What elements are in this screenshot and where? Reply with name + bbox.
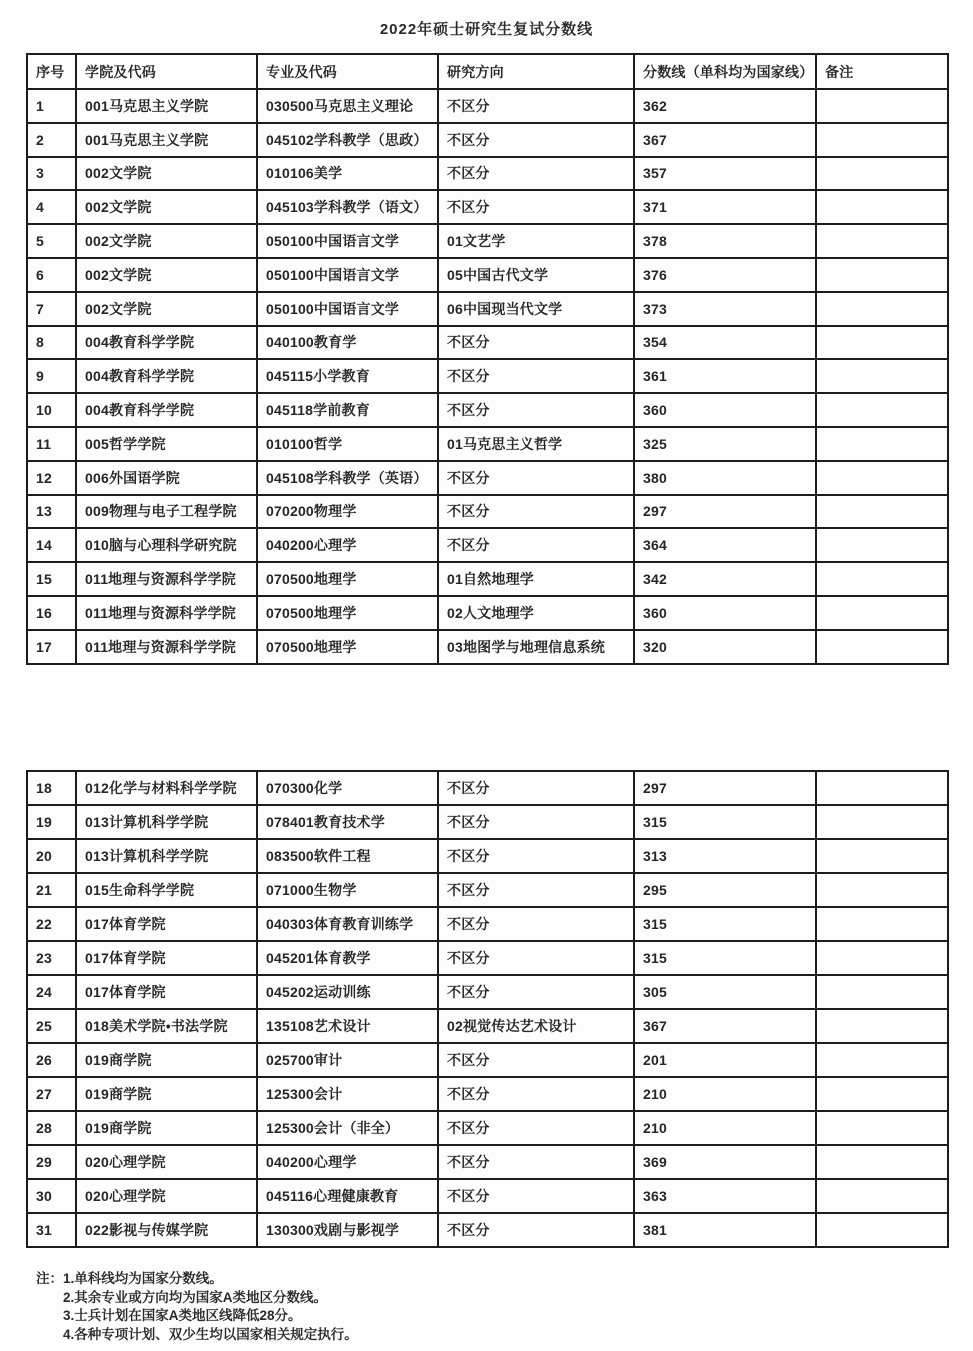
cell-remark bbox=[816, 258, 948, 292]
cell-remark bbox=[816, 326, 948, 360]
cell-direction: 05中国古代文学 bbox=[438, 258, 634, 292]
cell-direction: 不区分 bbox=[438, 123, 634, 157]
cell-remark bbox=[816, 292, 948, 326]
cell-major: 040200心理学 bbox=[257, 528, 438, 562]
cell-major: 135108艺术设计 bbox=[257, 1009, 438, 1043]
table-row bbox=[27, 975, 948, 1009]
cell-score: 367 bbox=[634, 1009, 816, 1043]
cell-major: 045116心理健康教育 bbox=[257, 1179, 438, 1213]
cell-score: 320 bbox=[634, 630, 816, 664]
cell-direction: 不区分 bbox=[438, 771, 634, 805]
table-row bbox=[27, 190, 948, 224]
table-body-part2 bbox=[27, 771, 948, 1247]
cell-score: 364 bbox=[634, 528, 816, 562]
table-row bbox=[27, 326, 948, 360]
cell-major: 083500软件工程 bbox=[257, 839, 438, 873]
table-row bbox=[27, 839, 948, 873]
cell-score: 201 bbox=[634, 1043, 816, 1077]
cell-direction: 不区分 bbox=[438, 461, 634, 495]
cell-remark bbox=[816, 359, 948, 393]
cell-major: 050100中国语言文学 bbox=[257, 258, 438, 292]
cell-major: 030500马克思主义理论 bbox=[257, 89, 438, 123]
cell-seq: 10 bbox=[27, 393, 76, 427]
cell-direction: 不区分 bbox=[438, 359, 634, 393]
cell-major: 045118学前教育 bbox=[257, 393, 438, 427]
cell-seq: 23 bbox=[27, 941, 76, 975]
cell-major: 045103学科教学（语文） bbox=[257, 190, 438, 224]
score-table-part2 bbox=[26, 770, 949, 1248]
cell-seq: 17 bbox=[27, 630, 76, 664]
cell-direction: 不区分 bbox=[438, 805, 634, 839]
cell-direction: 01马克思主义哲学 bbox=[438, 427, 634, 461]
cell-college: 017体育学院 bbox=[76, 907, 257, 941]
cell-score: 367 bbox=[634, 123, 816, 157]
cell-major: 040200心理学 bbox=[257, 1145, 438, 1179]
cell-seq: 26 bbox=[27, 1043, 76, 1077]
cell-direction: 不区分 bbox=[438, 873, 634, 907]
cell-score: 315 bbox=[634, 941, 816, 975]
cell-remark bbox=[816, 975, 948, 1009]
cell-direction: 02人文地理学 bbox=[438, 596, 634, 630]
footnote-list bbox=[63, 1270, 358, 1344]
cell-college: 019商学院 bbox=[76, 1077, 257, 1111]
table-row bbox=[27, 1043, 948, 1077]
cell-college: 020心理学院 bbox=[76, 1145, 257, 1179]
col-header-remark: 备注 bbox=[816, 54, 948, 89]
cell-score: 297 bbox=[634, 771, 816, 805]
cell-seq: 1 bbox=[27, 89, 76, 123]
cell-college: 002文学院 bbox=[76, 224, 257, 258]
cell-remark bbox=[816, 427, 948, 461]
cell-seq: 15 bbox=[27, 562, 76, 596]
cell-college: 006外国语学院 bbox=[76, 461, 257, 495]
cell-seq: 30 bbox=[27, 1179, 76, 1213]
cell-score: 361 bbox=[634, 359, 816, 393]
cell-seq: 20 bbox=[27, 839, 76, 873]
cell-seq: 3 bbox=[27, 157, 76, 191]
cell-seq: 31 bbox=[27, 1213, 76, 1247]
cell-remark bbox=[816, 630, 948, 664]
cell-direction: 不区分 bbox=[438, 1213, 634, 1247]
footnote-item: 3.士兵计划在国家A类地区线降低28分。 bbox=[63, 1308, 302, 1323]
table-row bbox=[27, 224, 948, 258]
cell-remark bbox=[816, 562, 948, 596]
col-header-seq: 序号 bbox=[27, 54, 76, 89]
cell-direction: 不区分 bbox=[438, 941, 634, 975]
cell-college: 017体育学院 bbox=[76, 975, 257, 1009]
cell-direction: 不区分 bbox=[438, 89, 634, 123]
table-row bbox=[27, 123, 948, 157]
cell-seq: 22 bbox=[27, 907, 76, 941]
table-row bbox=[27, 1179, 948, 1213]
table-row bbox=[27, 1077, 948, 1111]
footnote-item: 4.各种专项计划、双少生均以国家相关规定执行。 bbox=[63, 1326, 358, 1342]
cell-college: 018美术学院•书法学院 bbox=[76, 1009, 257, 1043]
cell-seq: 6 bbox=[27, 258, 76, 292]
table-row bbox=[27, 157, 948, 191]
cell-major: 045202运动训练 bbox=[257, 975, 438, 1009]
cell-college: 022影视与传媒学院 bbox=[76, 1213, 257, 1247]
cell-college: 004教育科学学院 bbox=[76, 359, 257, 393]
cell-direction: 不区分 bbox=[438, 326, 634, 360]
cell-major: 040100教育学 bbox=[257, 326, 438, 360]
cell-remark bbox=[816, 224, 948, 258]
cell-college: 004教育科学学院 bbox=[76, 326, 257, 360]
cell-college: 019商学院 bbox=[76, 1111, 257, 1145]
col-header-score: 分数线（单科均为国家线） bbox=[634, 54, 816, 89]
cell-college: 002文学院 bbox=[76, 292, 257, 326]
cell-score: 210 bbox=[634, 1077, 816, 1111]
cell-college: 011地理与资源科学学院 bbox=[76, 562, 257, 596]
page-title: 2022年硕士研究生复试分数线 bbox=[379, 21, 594, 38]
cell-college: 009物理与电子工程学院 bbox=[76, 495, 257, 529]
cell-seq: 29 bbox=[27, 1145, 76, 1179]
cell-remark bbox=[816, 873, 948, 907]
cell-major: 045108学科教学（英语） bbox=[257, 461, 438, 495]
cell-college: 013计算机科学学院 bbox=[76, 805, 257, 839]
cell-score: 380 bbox=[634, 461, 816, 495]
table-row bbox=[27, 495, 948, 529]
cell-seq: 8 bbox=[27, 326, 76, 360]
cell-seq: 19 bbox=[27, 805, 76, 839]
cell-score: 363 bbox=[634, 1179, 816, 1213]
cell-direction: 03地图学与地理信息系统 bbox=[438, 630, 634, 664]
cell-major: 071000生物学 bbox=[257, 873, 438, 907]
col-header-college: 学院及代码 bbox=[76, 54, 257, 89]
cell-major: 050100中国语言文学 bbox=[257, 224, 438, 258]
footnote-item: 1.单科线均为国家分数线。 bbox=[63, 1271, 223, 1286]
score-table-part1 bbox=[26, 53, 949, 665]
cell-remark bbox=[816, 1213, 948, 1247]
cell-college: 020心理学院 bbox=[76, 1179, 257, 1213]
table-row bbox=[27, 461, 948, 495]
cell-major: 010106美学 bbox=[257, 157, 438, 191]
table-row bbox=[27, 1213, 948, 1247]
cell-score: 369 bbox=[634, 1145, 816, 1179]
cell-college: 001马克思主义学院 bbox=[76, 123, 257, 157]
cell-direction: 不区分 bbox=[438, 975, 634, 1009]
table-row bbox=[27, 292, 948, 326]
cell-remark bbox=[816, 528, 948, 562]
table-row bbox=[27, 630, 948, 664]
cell-seq: 18 bbox=[27, 771, 76, 805]
cell-remark bbox=[816, 907, 948, 941]
cell-major: 070500地理学 bbox=[257, 596, 438, 630]
cell-score: 313 bbox=[634, 839, 816, 873]
table-row bbox=[27, 258, 948, 292]
cell-direction: 01文艺学 bbox=[438, 224, 634, 258]
cell-remark bbox=[816, 190, 948, 224]
cell-score: 297 bbox=[634, 495, 816, 529]
cell-score: 362 bbox=[634, 89, 816, 123]
col-header-major: 专业及代码 bbox=[257, 54, 438, 89]
cell-score: 360 bbox=[634, 393, 816, 427]
cell-remark bbox=[816, 805, 948, 839]
cell-remark bbox=[816, 495, 948, 529]
cell-major: 125300会计 bbox=[257, 1077, 438, 1111]
cell-direction: 01自然地理学 bbox=[438, 562, 634, 596]
cell-seq: 24 bbox=[27, 975, 76, 1009]
table-row bbox=[27, 596, 948, 630]
cell-score: 210 bbox=[634, 1111, 816, 1145]
cell-score: 371 bbox=[634, 190, 816, 224]
table-row bbox=[27, 907, 948, 941]
cell-college: 005哲学学院 bbox=[76, 427, 257, 461]
cell-major: 045102学科教学（思政） bbox=[257, 123, 438, 157]
cell-college: 002文学院 bbox=[76, 190, 257, 224]
cell-score: 315 bbox=[634, 805, 816, 839]
cell-remark bbox=[816, 393, 948, 427]
cell-score: 354 bbox=[634, 326, 816, 360]
cell-remark bbox=[816, 771, 948, 805]
table-row bbox=[27, 805, 948, 839]
cell-direction: 不区分 bbox=[438, 1145, 634, 1179]
cell-direction: 不区分 bbox=[438, 907, 634, 941]
cell-major: 125300会计（非全） bbox=[257, 1111, 438, 1145]
table-row bbox=[27, 1111, 948, 1145]
cell-major: 050100中国语言文学 bbox=[257, 292, 438, 326]
cell-seq: 9 bbox=[27, 359, 76, 393]
cell-direction: 不区分 bbox=[438, 393, 634, 427]
cell-seq: 4 bbox=[27, 190, 76, 224]
cell-college: 001马克思主义学院 bbox=[76, 89, 257, 123]
cell-remark bbox=[816, 1009, 948, 1043]
table-row bbox=[27, 427, 948, 461]
cell-direction: 不区分 bbox=[438, 1179, 634, 1213]
cell-college: 019商学院 bbox=[76, 1043, 257, 1077]
cell-remark bbox=[816, 1043, 948, 1077]
cell-major: 010100哲学 bbox=[257, 427, 438, 461]
cell-remark bbox=[816, 596, 948, 630]
cell-remark bbox=[816, 157, 948, 191]
table-row bbox=[27, 393, 948, 427]
cell-score: 342 bbox=[634, 562, 816, 596]
cell-direction: 06中国现当代文学 bbox=[438, 292, 634, 326]
cell-major: 070200物理学 bbox=[257, 495, 438, 529]
cell-score: 325 bbox=[634, 427, 816, 461]
cell-college: 002文学院 bbox=[76, 157, 257, 191]
cell-remark bbox=[816, 123, 948, 157]
cell-direction: 不区分 bbox=[438, 190, 634, 224]
cell-score: 305 bbox=[634, 975, 816, 1009]
cell-seq: 28 bbox=[27, 1111, 76, 1145]
cell-score: 378 bbox=[634, 224, 816, 258]
footnote-item: 2.其余专业或方向均为国家A类地区分数线。 bbox=[63, 1289, 328, 1305]
cell-direction: 不区分 bbox=[438, 528, 634, 562]
cell-seq: 21 bbox=[27, 873, 76, 907]
table-row bbox=[27, 771, 948, 805]
cell-college: 002文学院 bbox=[76, 258, 257, 292]
table-row bbox=[27, 873, 948, 907]
table-row bbox=[27, 1145, 948, 1179]
cell-college: 010脑与心理科学研究院 bbox=[76, 528, 257, 562]
cell-seq: 27 bbox=[27, 1077, 76, 1111]
cell-remark bbox=[816, 1077, 948, 1111]
cell-remark bbox=[816, 89, 948, 123]
cell-remark bbox=[816, 1145, 948, 1179]
cell-seq: 5 bbox=[27, 224, 76, 258]
cell-college: 004教育科学学院 bbox=[76, 393, 257, 427]
cell-college: 013计算机科学学院 bbox=[76, 839, 257, 873]
cell-score: 357 bbox=[634, 157, 816, 191]
cell-score: 381 bbox=[634, 1213, 816, 1247]
cell-seq: 16 bbox=[27, 596, 76, 630]
table-header-row bbox=[27, 54, 948, 89]
cell-direction: 不区分 bbox=[438, 1077, 634, 1111]
cell-direction: 不区分 bbox=[438, 1111, 634, 1145]
cell-remark bbox=[816, 461, 948, 495]
table-row bbox=[27, 89, 948, 123]
cell-college: 011地理与资源科学学院 bbox=[76, 596, 257, 630]
cell-seq: 12 bbox=[27, 461, 76, 495]
cell-score: 295 bbox=[634, 873, 816, 907]
cell-college: 017体育学院 bbox=[76, 941, 257, 975]
table-row bbox=[27, 1009, 948, 1043]
cell-seq: 25 bbox=[27, 1009, 76, 1043]
cell-score: 315 bbox=[634, 907, 816, 941]
cell-seq: 7 bbox=[27, 292, 76, 326]
cell-remark bbox=[816, 1111, 948, 1145]
cell-major: 025700审计 bbox=[257, 1043, 438, 1077]
cell-direction: 不区分 bbox=[438, 1043, 634, 1077]
cell-college: 012化学与材料科学学院 bbox=[76, 771, 257, 805]
table-row bbox=[27, 941, 948, 975]
footnotes bbox=[36, 1270, 358, 1344]
cell-major: 045201体育教学 bbox=[257, 941, 438, 975]
cell-seq: 13 bbox=[27, 495, 76, 529]
cell-direction: 不区分 bbox=[438, 157, 634, 191]
table-row bbox=[27, 359, 948, 393]
col-header-direction: 研究方向 bbox=[438, 54, 634, 89]
cell-remark bbox=[816, 941, 948, 975]
cell-remark bbox=[816, 1179, 948, 1213]
cell-major: 070300化学 bbox=[257, 771, 438, 805]
cell-major: 040303体育教育训练学 bbox=[257, 907, 438, 941]
cell-seq: 14 bbox=[27, 528, 76, 562]
cell-seq: 11 bbox=[27, 427, 76, 461]
cell-seq: 2 bbox=[27, 123, 76, 157]
cell-major: 070500地理学 bbox=[257, 562, 438, 596]
cell-score: 373 bbox=[634, 292, 816, 326]
cell-major: 045115小学教育 bbox=[257, 359, 438, 393]
cell-college: 011地理与资源科学学院 bbox=[76, 630, 257, 664]
cell-direction: 不区分 bbox=[438, 839, 634, 873]
cell-college: 015生命科学学院 bbox=[76, 873, 257, 907]
table-row bbox=[27, 528, 948, 562]
cell-score: 360 bbox=[634, 596, 816, 630]
cell-score: 376 bbox=[634, 258, 816, 292]
cell-remark bbox=[816, 839, 948, 873]
cell-direction: 不区分 bbox=[438, 495, 634, 529]
cell-major: 130300戏剧与影视学 bbox=[257, 1213, 438, 1247]
table-body-part1 bbox=[27, 89, 948, 664]
cell-major: 070500地理学 bbox=[257, 630, 438, 664]
cell-major: 078401教育技术学 bbox=[257, 805, 438, 839]
footnote-prefix: 注： bbox=[36, 1271, 63, 1286]
table-row bbox=[27, 562, 948, 596]
cell-direction: 02视觉传达艺术设计 bbox=[438, 1009, 634, 1043]
